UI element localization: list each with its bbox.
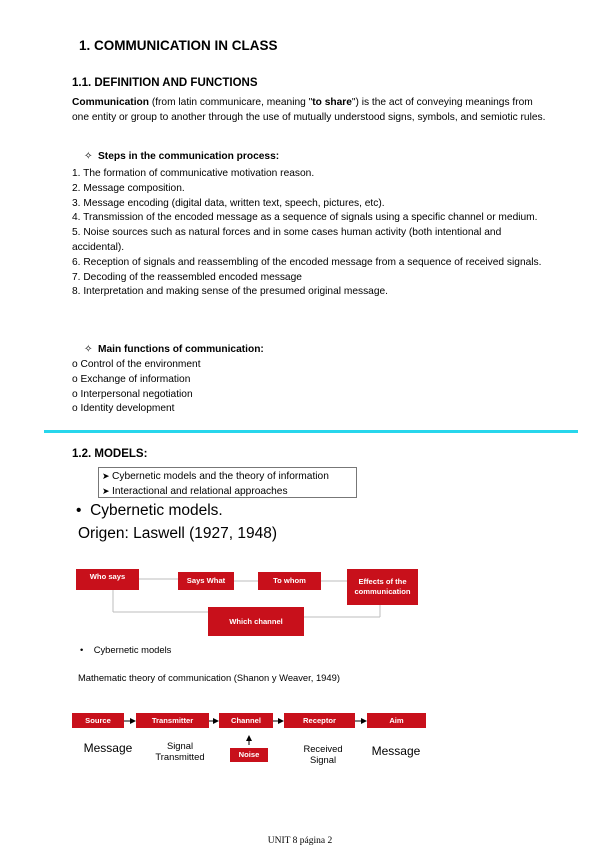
section-heading-definition: 1.1. DEFINITION AND FUNCTIONS bbox=[72, 77, 258, 89]
page-footer: UNIT 8 página 2 bbox=[267, 836, 333, 846]
arrow-right-icon: ➤ bbox=[102, 471, 110, 481]
bullet-icon: • bbox=[80, 644, 84, 655]
laswell-who-says: Who says bbox=[76, 569, 139, 590]
section-heading-models: 1.2. MODELS: bbox=[72, 448, 148, 460]
shannon-source: Source bbox=[72, 713, 124, 728]
sparkle-icon: ✧ bbox=[84, 151, 93, 162]
laswell-says-what: Says What bbox=[178, 572, 234, 590]
laswell-effects: Effects of the communication bbox=[347, 569, 418, 605]
page-title: 1. COMMUNICATION IN CLASS bbox=[79, 38, 278, 53]
list-item: 4. Transmission of the encoded message as a sequence of signals using a specific channel or medium. bbox=[72, 212, 538, 224]
box-item-label: Interactional and relational approaches bbox=[112, 486, 288, 497]
list-item: 8. Interpretation and making sense of the presumed original message. bbox=[72, 286, 388, 298]
list-item: 3. Message encoding (digital data, written text, speech, pictures, etc). bbox=[72, 197, 385, 209]
cybernetic-heading-label: Cybernetic models. bbox=[90, 502, 223, 519]
list-item: 5. Noise sources such as natural forces and in some cases human activity (both intentional and accidental). bbox=[72, 227, 502, 253]
shannon-label-received-signal: Received Signal bbox=[303, 743, 343, 765]
shannon-noise: Noise bbox=[230, 748, 268, 762]
math-theory-title: Mathematic theory of communication (Shanon y Weaver, 1949) bbox=[78, 672, 340, 683]
laswell-to-whom: To whom bbox=[258, 572, 321, 590]
arrow-right-icon: ➤ bbox=[102, 486, 110, 496]
shannon-label-signal-transmitted: Signal Transmitted bbox=[155, 740, 205, 762]
list-item: 7. Decoding of the reassembled encoded message bbox=[72, 271, 302, 283]
definition-text-1: (from latin communicare, meaning " bbox=[148, 97, 313, 108]
list-item: o Interpersonal negotiation bbox=[72, 388, 193, 400]
shannon-receptor: Receptor bbox=[284, 713, 355, 728]
shannon-channel: Channel bbox=[219, 713, 273, 728]
list-item: 6. Reception of signals and reassembling of the encoded message from a sequence of received signals. bbox=[72, 256, 542, 268]
laswell-which-channel: Which channel bbox=[208, 607, 304, 636]
list-item: 1. The formation of communicative motivation reason. bbox=[72, 168, 315, 179]
list-item: o Control of the environment bbox=[72, 359, 201, 370]
definition-term: Communication bbox=[72, 97, 149, 108]
list-item: o Identity development bbox=[72, 403, 175, 415]
sparkle-icon: ✧ bbox=[84, 344, 93, 355]
origin-line: Origen: Laswell (1927, 1948) bbox=[78, 525, 278, 542]
steps-title: Steps in the communication process: bbox=[98, 151, 280, 162]
definition-text-2: ") is the act of conveying meanings from one entity or group to another through the use of mutually understood signs, symbols, and semiotic rules. bbox=[72, 97, 546, 123]
list-item: o Exchange of information bbox=[72, 373, 191, 385]
shannon-label-message-in: Message bbox=[83, 741, 133, 755]
box-item-label: Cybernetic models and the theory of information bbox=[112, 471, 329, 482]
shannon-aim: Aim bbox=[367, 713, 426, 728]
cybernetic-bullet-label: Cybernetic models bbox=[93, 644, 172, 655]
shannon-transmitter: Transmitter bbox=[136, 713, 209, 728]
functions-title: Main functions of communication: bbox=[98, 344, 264, 355]
definition-share: to share bbox=[312, 97, 352, 108]
list-item: 2. Message composition. bbox=[72, 182, 185, 194]
shannon-label-message-out: Message bbox=[371, 744, 421, 758]
bullet-icon: • bbox=[76, 502, 82, 519]
